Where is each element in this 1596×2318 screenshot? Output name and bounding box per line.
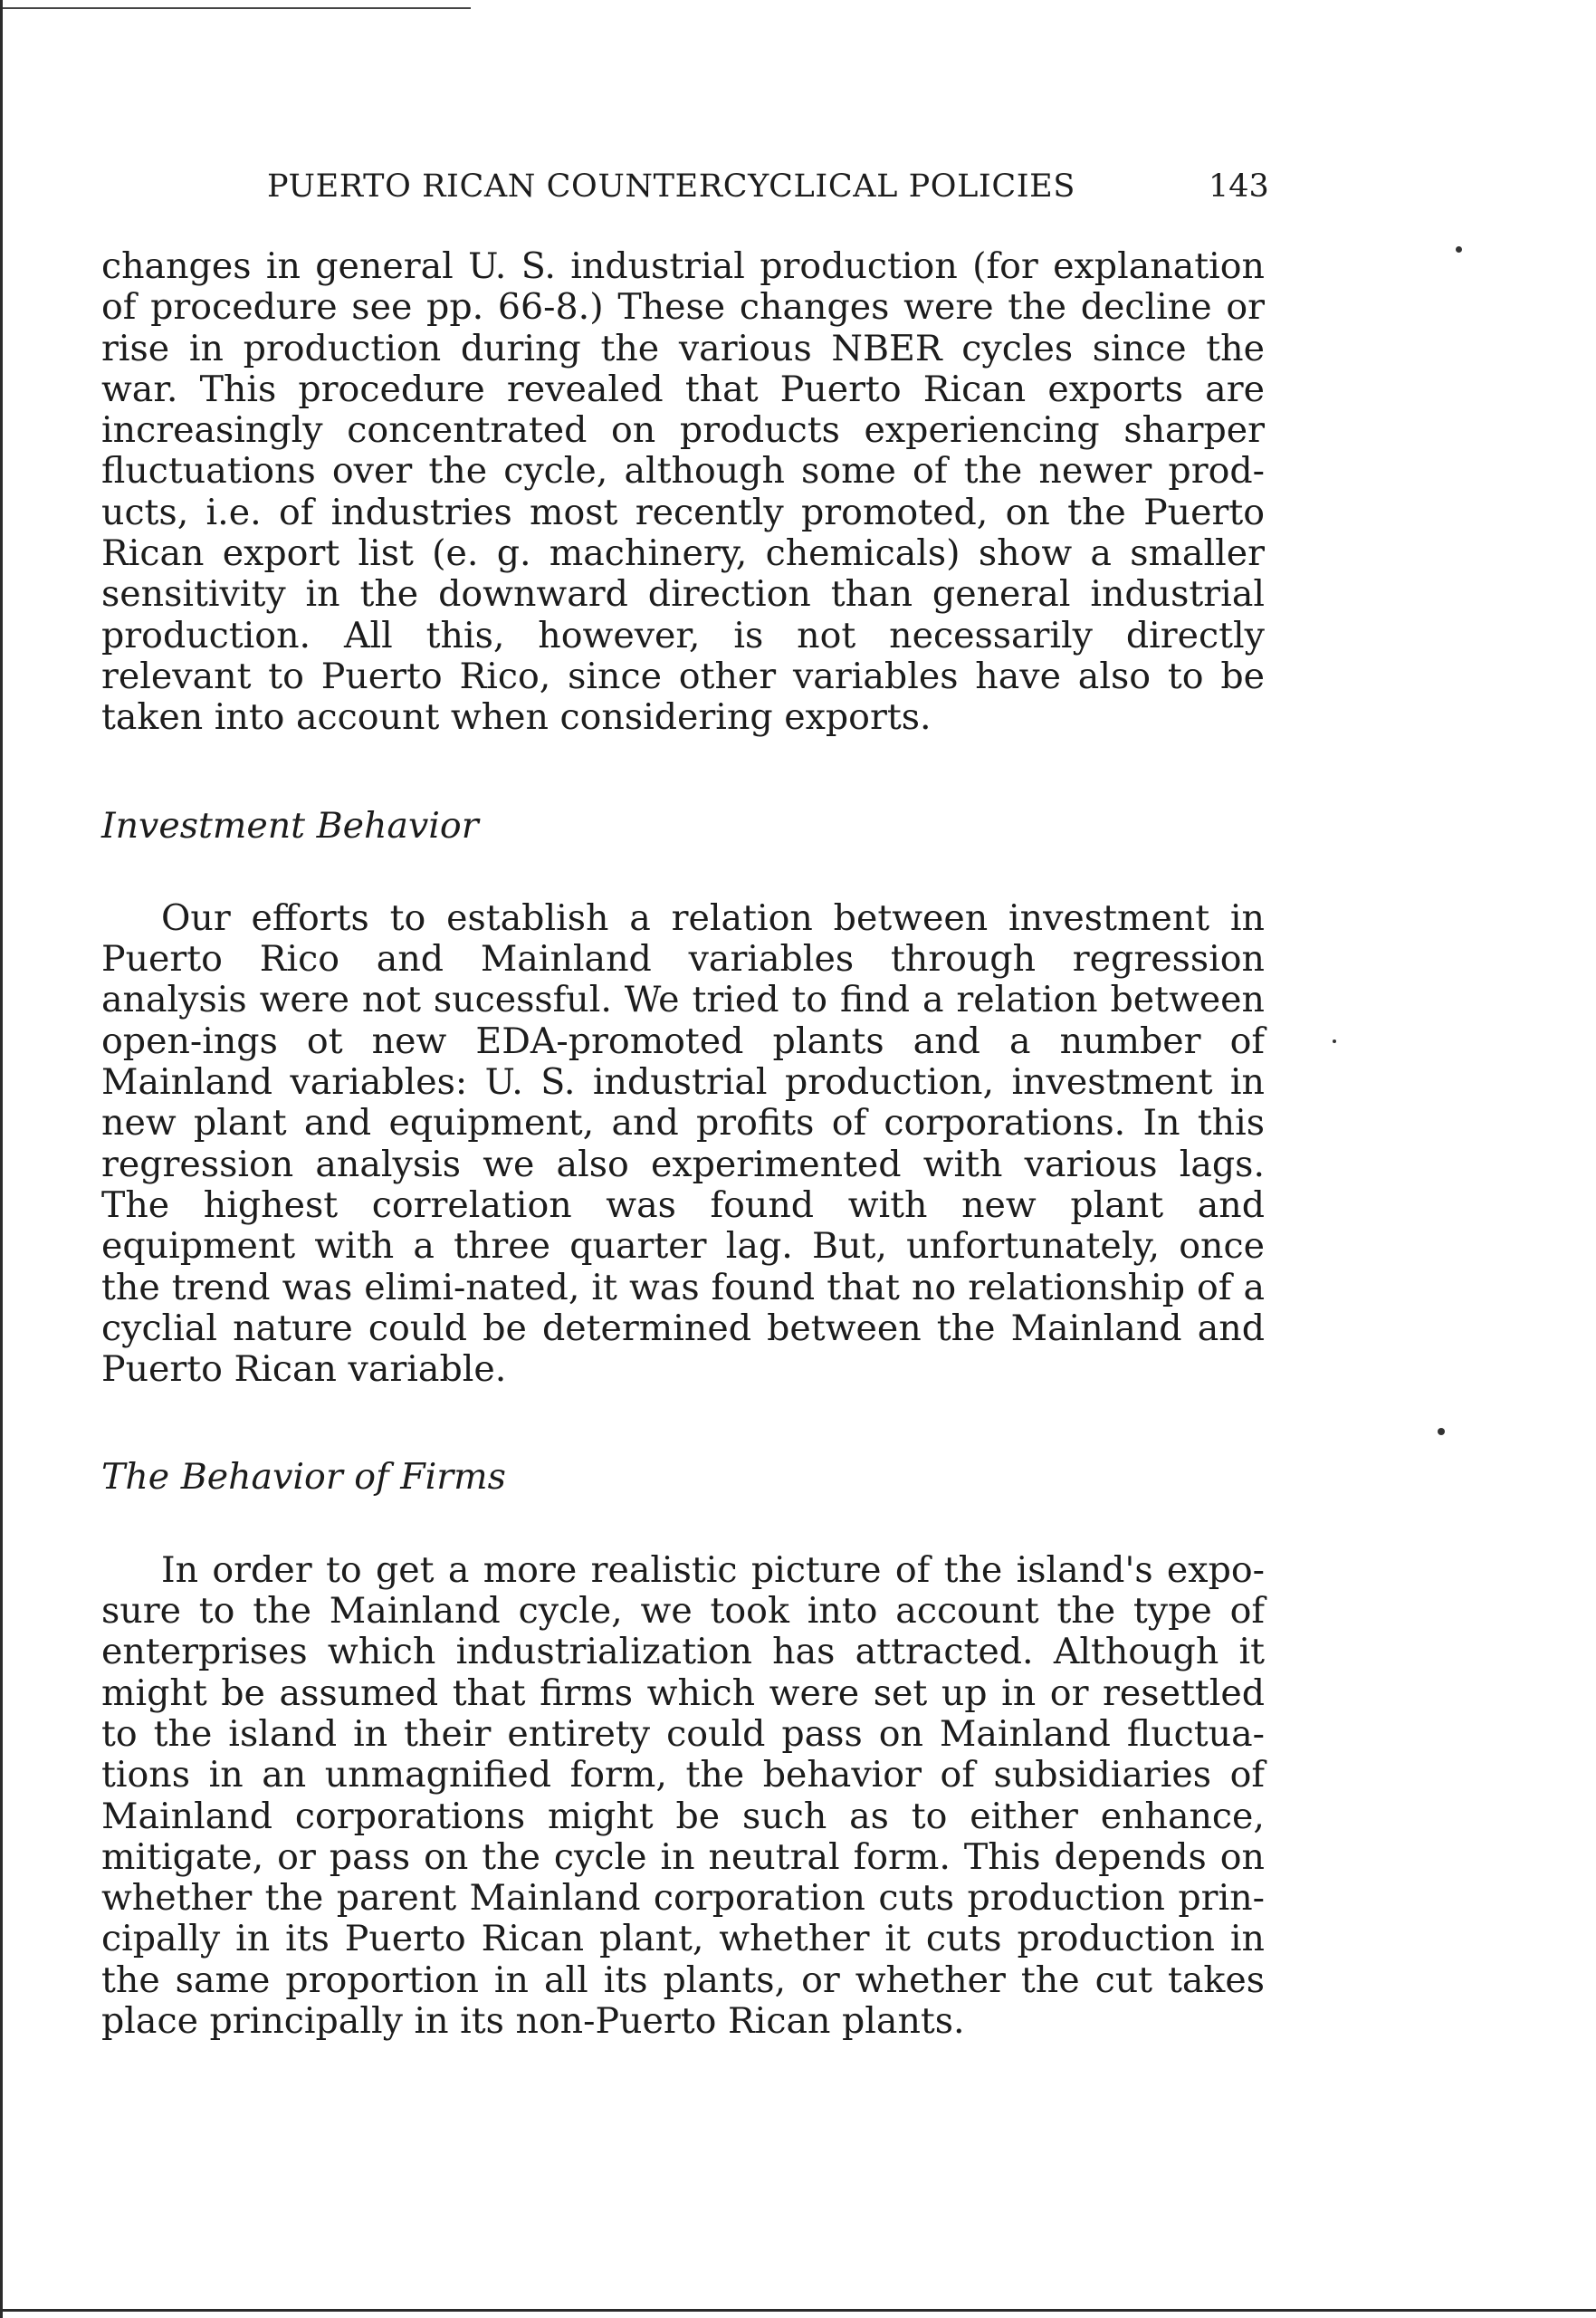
body-paragraph: Our efforts to establish a relation between investment in Puerto Rico and Mainland variables through regression analysis were not sucessful. We tried to find a relation between open-ings ot new EDA-promoted plants and a number of Mainland variables: U. S. industrial production, investment in new plant and equipment, and profits of corporations. In this regression analysis we also experimented with various lags. The highest correlation was found with new plant and equipment with a three quarter lag. But, unfortunately, once the trend was elimi-nated, it was found that no relationship of a cyclial nature could be determined between the Mainland and Puerto Rican variable. <box>101 896 1265 1391</box>
page-body <box>101 246 1265 2042</box>
section-heading-investment-behavior: Investment Behavior <box>101 804 479 847</box>
scan-speck <box>1456 246 1462 253</box>
scan-bottom-rule <box>0 2309 1596 2312</box>
section-heading-behavior-of-firms: The Behavior of Firms <box>101 1456 506 1499</box>
page-number: 143 <box>1209 168 1269 205</box>
body-paragraph: changes in general U. S. industrial production (for explanation of procedure see pp. 66-8.) These changes were the decline or rise in production during the various NBER cycles since the war. This procedure revealed that Puerto Rican exports are increasingly concentrated on products experiencing sharper fluctuations over the cycle, although some of the newer prod-ucts, i.e. of industries most recently promoted, on the Puerto Rican export list (e. g. machinery, chemicals) show a smaller sensitivity in the downward direction than general industrial production. All this, however, is not necessarily directly relevant to Puerto Rico, since other variables have also to be taken into account when considering exports. <box>101 245 1265 739</box>
body-paragraph: In order to get a more realistic picture of the island's expo-sure to the Mainland cycle, we took into account the type of enterprises which industrialization has attracted. Although it might be assumed that firms which were set up in or resettled to the island in their entirety could pass on Mainland fluctua-tions in an unmagnified form, the behavior of subsidiaries of Mainland corporations might be such as to either enhance, mitigate, or pass on the cycle in neutral form. This depends on whether the parent Mainland corporation cuts production prin-cipally in its Puerto Rican plant, whether it cuts production in the same proportion in all its plants, or whether the cut takes place principally in its non-Puerto Rican plants. <box>101 1548 1265 2042</box>
scan-left-edge <box>0 0 3 2318</box>
scan-speck <box>1333 1039 1336 1043</box>
scan-top-rule <box>0 7 471 9</box>
scan-speck <box>1438 1428 1445 1435</box>
running-head: PUERTO RICAN COUNTERCYCLICAL POLICIES <box>267 168 1075 205</box>
